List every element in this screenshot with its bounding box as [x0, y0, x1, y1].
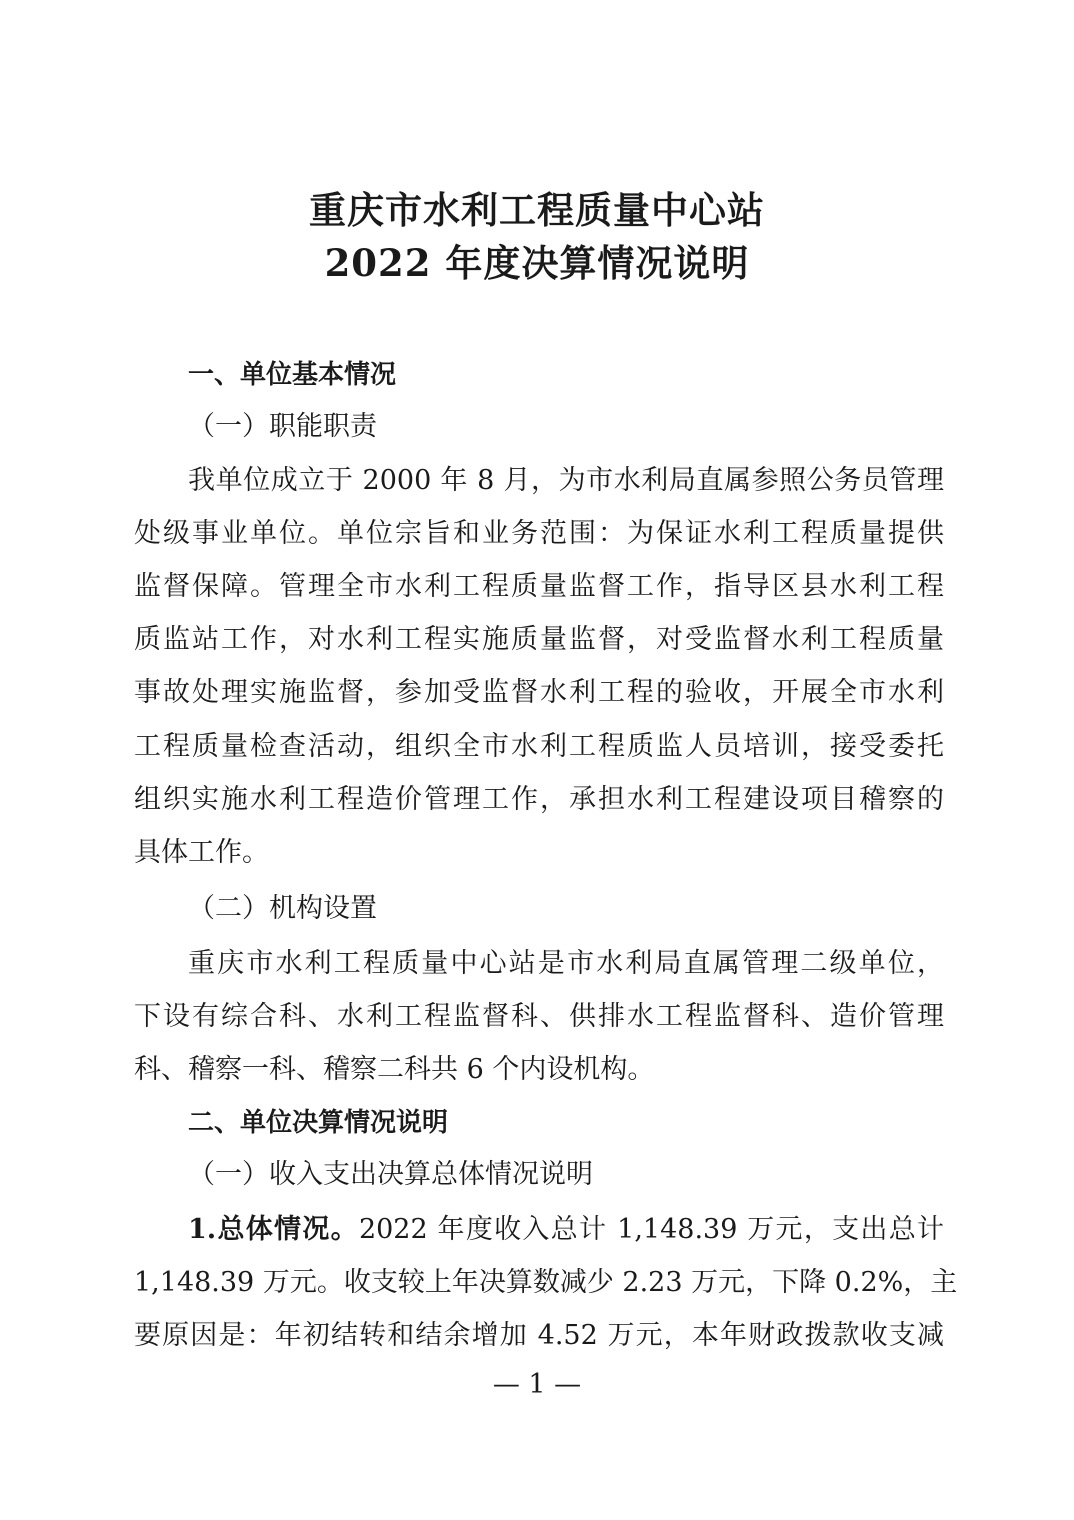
paragraph-line: 我单位成立于 2000 年 8 月，为市水利局直属参照公务员管理 [188, 465, 944, 496]
document-title: 重庆市水利工程质量中心站 [309, 188, 765, 232]
paragraph-line: 1,148.39 万元。收支较上年决算数减少 2.23 万元，下降 0.2%，主 [134, 1267, 958, 1298]
subsection-heading-1-1: （一）职能职责 [188, 411, 377, 442]
paragraph-line: 组织实施水利工程造价管理工作，承担水利工程建设项目稽察的 [134, 784, 944, 815]
section-heading-2: 二、单位决算情况说明 [188, 1108, 449, 1138]
paragraph-line: 监督保障。管理全市水利工程质量监督工作，指导区县水利工程 [134, 571, 944, 602]
paragraph-line: 科、稽察一科、稽察二科共 6 个内设机构。 [134, 1054, 655, 1085]
document-subtitle: 2022 年度决算情况说明 [324, 241, 750, 285]
paragraph-line-with-lead [188, 1213, 944, 1247]
paragraph-line: 处级事业单位。单位宗旨和业务范围：为保证水利工程质量提供 [134, 518, 944, 549]
subsection-heading-2-1: （一）收入支出决算总体情况说明 [188, 1159, 593, 1190]
section-heading-1: 一、单位基本情况 [188, 360, 397, 390]
paragraph-lead: 1.总体情况。 [188, 1214, 359, 1245]
subsection-heading-1-2: （二）机构设置 [188, 893, 377, 924]
paragraph-line: 要原因是：年初结转和结余增加 4.52 万元，本年财政拨款收支减 [134, 1320, 944, 1351]
page-number: — 1 — [492, 1369, 582, 1400]
paragraph-line: 质监站工作，对水利工程实施质量监督，对受监督水利工程质量 [134, 624, 944, 655]
paragraph-line: 下设有综合科、水利工程监督科、供排水工程监督科、造价管理 [134, 1001, 944, 1032]
paragraph-line: 具体工作。 [134, 837, 269, 868]
paragraph-line: 工程质量检查活动，组织全市水利工程质监人员培训，接受委托 [134, 731, 944, 762]
paragraph-line: 重庆市水利工程质量中心站是市水利局直属管理二级单位， [188, 948, 944, 979]
paragraph-line-rest: 2022 年度收入总计 1,148.39 万元，支出总计 [358, 1214, 944, 1245]
paragraph-line: 事故处理实施监督，参加受监督水利工程的验收，开展全市水利 [134, 677, 944, 708]
